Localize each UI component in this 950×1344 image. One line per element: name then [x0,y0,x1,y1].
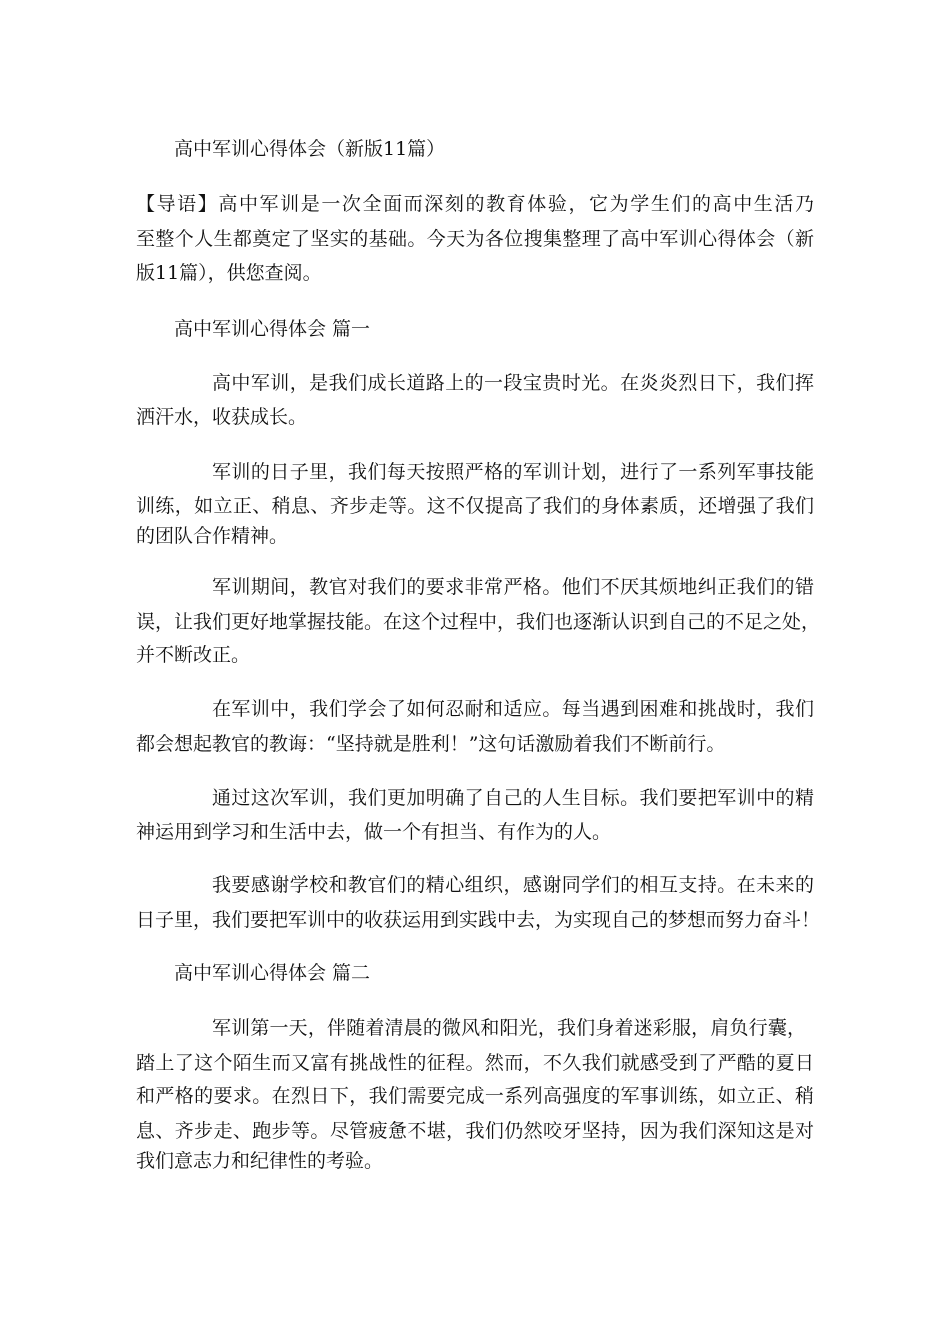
intro-line: 至整个人生都奠定了坚实的基础。今天为各位搜集整理了高中军训心得体会（新 [136,228,814,250]
paragraph-line: 军训的日子里，我们每天按照严格的军训计划，进行了一系列军事技能 [212,461,814,483]
paragraph-line: 军训期间，教官对我们的要求非常严格。他们不厌其烦地纠正我们的错 [212,576,814,598]
paragraph-line: 训练，如立正、稍息、齐步走等。这不仅提高了我们的身体素质，还增强了我们 [136,495,814,517]
paragraph-line: 和严格的要求。在烈日下，我们需要完成一系列高强度的军事训练，如立正、稍 [136,1085,814,1107]
paragraph-line: 高中军训，是我们成长道路上的一段宝贵时光。在炎炎烈日下，我们挥 [212,372,814,394]
intro-line: 版11篇），供您查阅。 [136,262,322,284]
paragraph-line: 神运用到学习和生活中去，做一个有担当、有作为的人。 [136,821,612,843]
paragraph-line: 洒汗水，收获成长。 [136,406,308,428]
paragraph-line: 息、齐步走、跑步等。尽管疲惫不堪，我们仍然咬牙坚持，因为我们深知这是对 [136,1120,814,1142]
section-heading: 高中军训心得体会 篇一 [174,318,371,340]
document-title: 高中军训心得体会（新版11篇） [174,138,446,160]
paragraph-line: 通过这次军训，我们更加明确了自己的人生目标。我们要把军训中的精 [212,787,814,809]
paragraph-line: 都会想起教官的教诲：“坚持就是胜利！”这句话激励着我们不断前行。 [136,733,726,755]
paragraph-line: 日子里，我们要把军训中的收获运用到实践中去，为实现自己的梦想而努力奋斗！ [136,909,821,931]
intro-line: 【导语】高中军训是一次全面而深刻的教育体验，它为学生们的高中生活乃 [136,193,814,215]
paragraph-line: 并不断改正。 [136,644,251,666]
paragraph-line: 在军训中，我们学会了如何忍耐和适应。每当遇到困难和挑战时，我们 [212,698,814,720]
section-heading: 高中军训心得体会 篇二 [174,962,371,984]
paragraph-line: 我们意志力和纪律性的考验。 [136,1150,384,1172]
paragraph-line: 误，让我们更好地掌握技能。在这个过程中，我们也逐渐认识到自己的不足之处， [136,611,821,633]
paragraph-line: 军训第一天，伴随着清晨的微风和阳光，我们身着迷彩服，肩负行囊， [212,1017,806,1039]
paragraph-line: 我要感谢学校和教官们的精心组织，感谢同学们的相互支持。在未来的 [212,874,814,896]
paragraph-line: 踏上了这个陌生而又富有挑战性的征程。然而，不久我们就感受到了严酷的夏日 [136,1052,814,1074]
paragraph-line: 的团队合作精神。 [136,525,289,547]
